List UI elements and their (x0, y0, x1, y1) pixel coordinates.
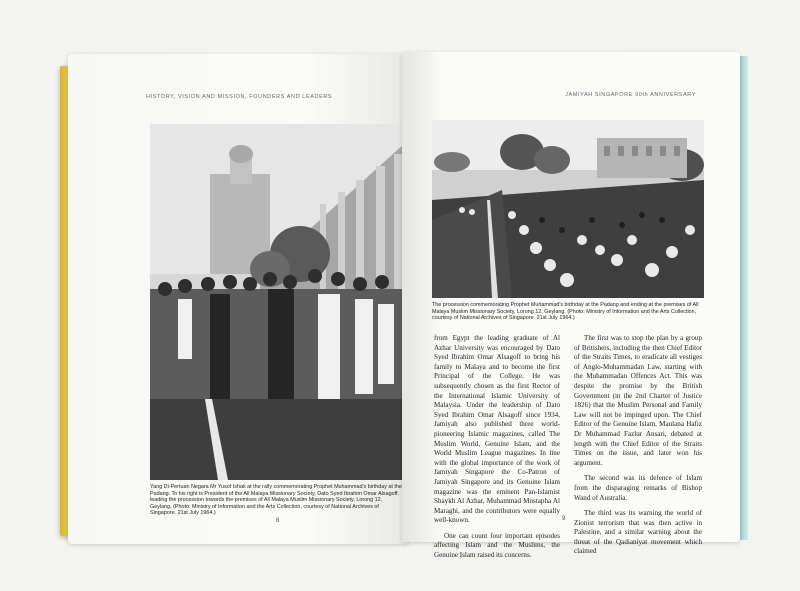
left-page (68, 54, 408, 544)
right-running-head: JAMIYAH SINGAPORE 90th ANNIVERSARY (565, 92, 696, 98)
left-photo-caption: Yang Di-Pertuan Negara Mr Yusof Ishak at the rally commemorating Prophet Muhammad's birthday at the Padang. To his right is President of the All Malaya Missionary Society, Dato Syed Ibrahim Omar Alsagoff, leading the procession towards the premises of All Malaya Muslim Missionary Society, Lorong 12, Geylang. (Photo: Ministry of Information and the Arts Collection, courtesy of National Archives of Singapore. 21st July 1964.) (150, 484, 402, 517)
paragraph: The third was its warning the world of Zionist terrorism that was then active in Palestine, and a similar warning about the threat of the Qadianiyat movement which claimed (574, 509, 702, 556)
procession-front-illustration (150, 124, 404, 480)
paragraph: The first was to stop the plan by a group of Britishers, including the then Chief Editor of the Straits Times, to eradicate all vestiges of Anglo-Muhammadan Law, starting with the Muhammadan Offences Act. This was despite the promise by the British Government (in the 2nd Charter of Justice 1826) that the Muslim Personal and Family Law will not be impinged upon. The Chief Editor of the Genuine Islam, Maulana Hafiz Dr Muhammad Fazlur Ansari, debated at length with the Chief Editor of the Straits Times on the issue, and later won his argument. (574, 334, 702, 467)
left-running-head: HISTORY, VISION AND MISSION, FOUNDERS AND LEADERS (146, 94, 333, 100)
book-cover-edge-right (740, 56, 748, 540)
right-page (402, 52, 740, 560)
procession-padang-illustration (432, 120, 704, 298)
procession-front-photo (150, 124, 404, 480)
right-photo-caption: The procession commemorating Prophet Muhammad's birthday at the Padang and ending at the premises of All Malaya Muslim Missionary Society, Lorong 12, Geylang. (Photo: Ministry of Information and the Arts Collection, courtesy of National Archives of Singapore. 21st July 1964.) (432, 302, 699, 322)
open-book (60, 48, 748, 560)
text-column-2 (574, 334, 702, 563)
paragraph: One can count four important episodes affecting Islam and the Muslims, the Genuine Islam raised its concerns. (434, 531, 560, 560)
paragraph: The second was its defence of Islam from the disparaging remarks of Bishop Wand of Australia. (574, 474, 702, 502)
procession-padang-photo (432, 120, 704, 298)
right-page-number: 9 (562, 516, 566, 522)
left-page-number: 8 (276, 518, 280, 524)
text-column-1 (434, 334, 560, 567)
paragraph: from Egypt the leading graduate of Al Azhar University was encouraged by Dato Syed Ibrahim Omar Alsagoff to bring his family to Malaya and to become the first Principal of the College. He was subsequently chosen as the first Rector of the International Islamic University of Malaysia. Under the leadership of Dato Syed Ibrahim Omar Alsagoff since 1934, Jamiyah also published three world-pioneering Islamic magazines, called The Muslim World, Genuine Islam, and the World Muslim League magazines. In line with the global importance of the work of Jamiyah Singapore the Co-Patron of Jamiyah Singapore and its Genuine Islam magazine was the eminent Pan-Islamist Shaykh Al Azhar, Muhammad Mustapha Al Maraghi, and the contributors were equally well-known. (434, 334, 560, 525)
